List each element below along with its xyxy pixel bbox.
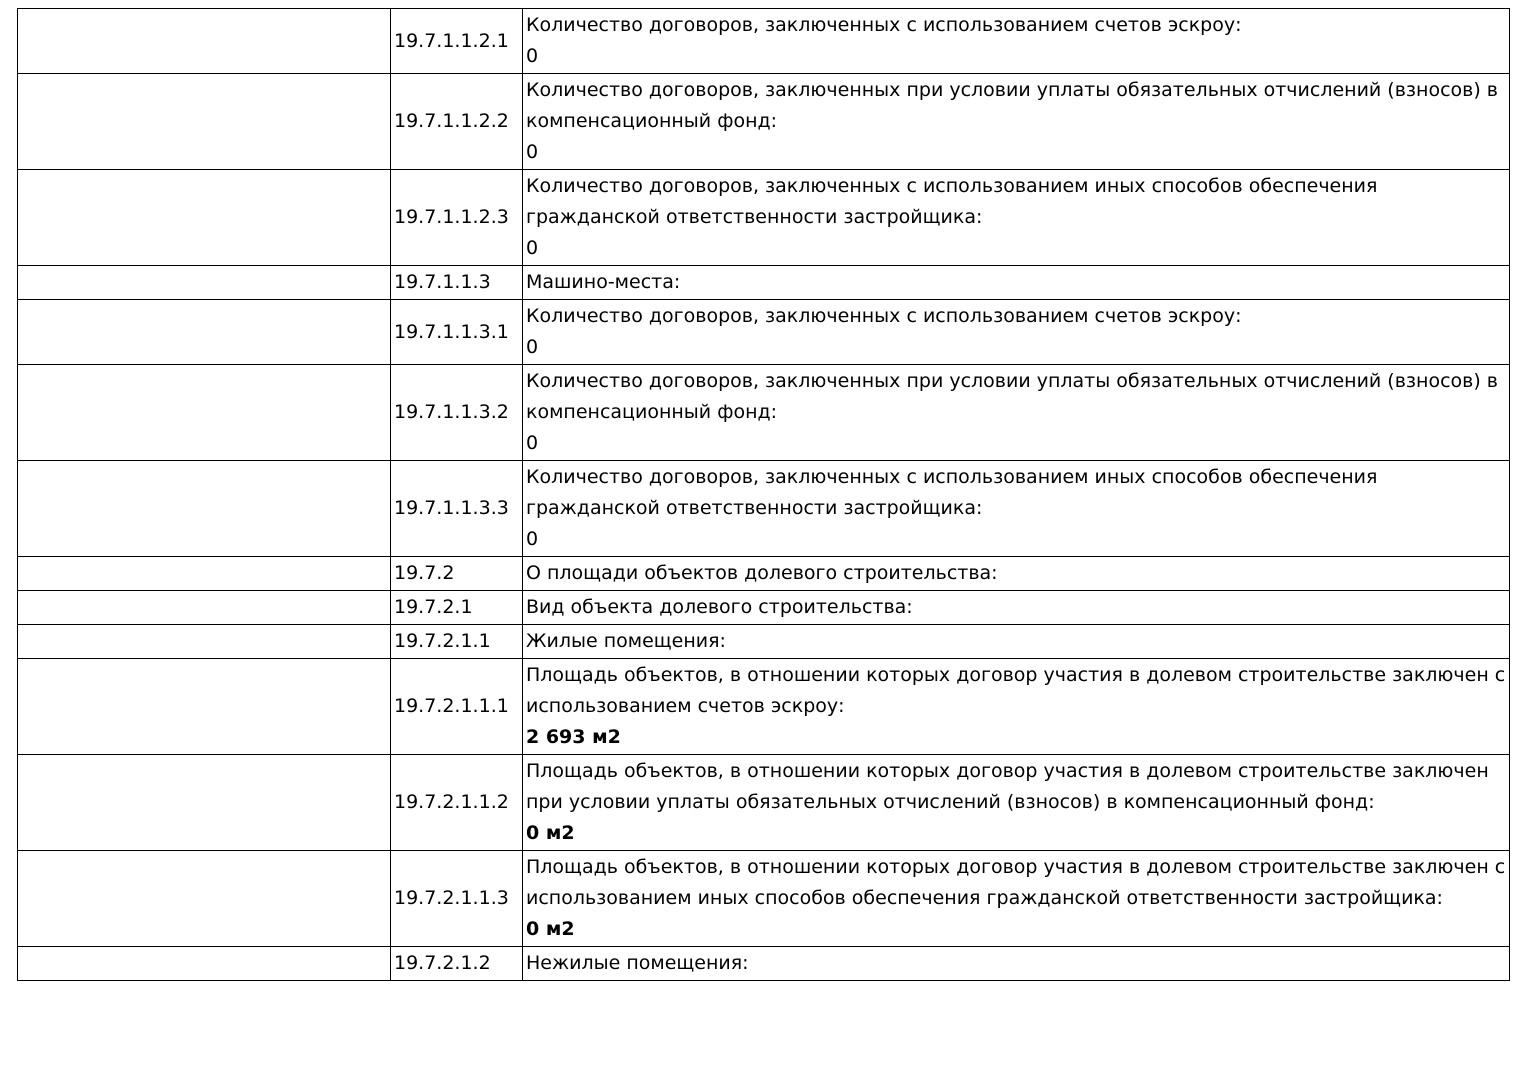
row-label: Количество договоров, заключенных с использованием иных способов обеспечения гражданской ответственности застройщика: — [526, 466, 1378, 519]
row-content — [523, 266, 1510, 300]
table-row — [18, 170, 1510, 266]
row-label: Количество договоров, заключенных с использованием счетов эскроу: — [526, 14, 1242, 36]
row-label: Количество договоров, заключенных при условии уплаты обязательных отчислений (взносов) в компенсационный фонд: — [526, 370, 1498, 423]
row-code: 19.7.1.1.2.2 — [391, 74, 523, 170]
spacer-cell — [18, 625, 391, 659]
row-content — [523, 9, 1510, 74]
table-row — [18, 300, 1510, 365]
spacer-cell — [18, 365, 391, 461]
row-label: Площадь объектов, в отношении которых договор участия в долевом строительстве заключен с использованием счетов эскроу: — [526, 664, 1506, 717]
table-row — [18, 9, 1510, 74]
row-label: Площадь объектов, в отношении которых договор участия в долевом строительстве заключен при условии уплаты обязательных отчислений (взносов) в компенсационный фонд: — [526, 760, 1489, 813]
row-value: 0 — [526, 336, 539, 358]
row-code: 19.7.2.1.1.3 — [391, 851, 523, 947]
row-content — [523, 170, 1510, 266]
table-row — [18, 851, 1510, 947]
table-row — [18, 625, 1510, 659]
spacer-cell — [18, 659, 391, 755]
spacer-cell — [18, 851, 391, 947]
spacer-cell — [18, 755, 391, 851]
spacer-cell — [18, 947, 391, 981]
row-code: 19.7.1.1.2.1 — [391, 9, 523, 74]
spacer-cell — [18, 266, 391, 300]
row-label: Количество договоров, заключенных с использованием счетов эскроу: — [526, 305, 1242, 327]
spacer-cell — [18, 591, 391, 625]
row-content — [523, 659, 1510, 755]
spacer-cell — [18, 557, 391, 591]
row-code: 19.7.1.1.3.2 — [391, 365, 523, 461]
row-content — [523, 557, 1510, 591]
row-content — [523, 74, 1510, 170]
table-row — [18, 461, 1510, 557]
row-label: Жилые помещения: — [526, 630, 726, 652]
row-label: О площади объектов долевого строительства: — [526, 562, 998, 584]
row-code: 19.7.2.1.1.1 — [391, 659, 523, 755]
row-content — [523, 625, 1510, 659]
row-value: 2 693 м2 — [526, 726, 621, 748]
table-body — [18, 9, 1510, 981]
row-label: Количество договоров, заключенных при условии уплаты обязательных отчислений (взносов) в компенсационный фонд: — [526, 79, 1498, 132]
row-value: 0 — [526, 237, 539, 259]
table-row — [18, 947, 1510, 981]
row-content — [523, 947, 1510, 981]
spacer-cell — [18, 300, 391, 365]
spacer-cell — [18, 170, 391, 266]
spacer-cell — [18, 461, 391, 557]
table-row — [18, 557, 1510, 591]
row-value: 0 м2 — [526, 822, 575, 844]
row-label: Машино-места: — [526, 271, 681, 293]
spacer-cell — [18, 9, 391, 74]
row-label: Количество договоров, заключенных с использованием иных способов обеспечения гражданской ответственности застройщика: — [526, 175, 1378, 228]
table-row — [18, 365, 1510, 461]
table-row — [18, 266, 1510, 300]
row-value: 0 м2 — [526, 918, 575, 940]
row-code: 19.7.2 — [391, 557, 523, 591]
row-value: 0 — [526, 432, 539, 454]
row-code: 19.7.2.1.1.2 — [391, 755, 523, 851]
table-row — [18, 74, 1510, 170]
row-content — [523, 461, 1510, 557]
row-value: 0 — [526, 528, 539, 550]
row-code: 19.7.2.1 — [391, 591, 523, 625]
row-code: 19.7.1.1.2.3 — [391, 170, 523, 266]
row-value: 0 — [526, 45, 539, 67]
row-label: Вид объекта долевого строительства: — [526, 596, 913, 618]
row-content — [523, 300, 1510, 365]
declaration-table — [17, 8, 1510, 981]
table-row — [18, 659, 1510, 755]
spacer-cell — [18, 74, 391, 170]
row-code: 19.7.1.1.3.3 — [391, 461, 523, 557]
row-code: 19.7.1.1.3 — [391, 266, 523, 300]
row-label: Нежилые помещения: — [526, 952, 749, 974]
row-content — [523, 365, 1510, 461]
table-row — [18, 591, 1510, 625]
row-content — [523, 591, 1510, 625]
row-content — [523, 851, 1510, 947]
row-value: 0 — [526, 141, 539, 163]
row-code: 19.7.2.1.1 — [391, 625, 523, 659]
table-row — [18, 755, 1510, 851]
row-code: 19.7.2.1.2 — [391, 947, 523, 981]
row-label: Площадь объектов, в отношении которых договор участия в долевом строительстве заключен с использованием иных способов обеспечения гражданской ответственности застройщика: — [526, 856, 1506, 909]
row-content — [523, 755, 1510, 851]
row-code: 19.7.1.1.3.1 — [391, 300, 523, 365]
